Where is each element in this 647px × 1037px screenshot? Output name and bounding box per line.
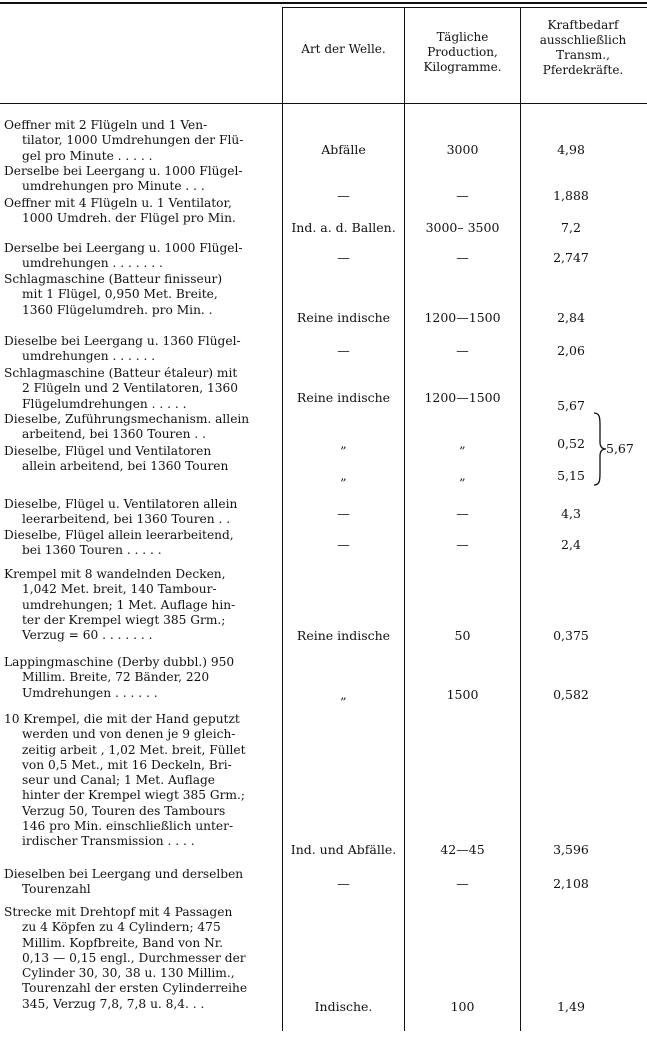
row-art: —	[337, 876, 350, 891]
description-line: Schlagmaschine (Batteur étaleur) mit	[4, 366, 238, 380]
description-line: mit 1 Flügel, 0,950 Met. Breite,	[22, 287, 218, 302]
header-production-line: Production,	[427, 45, 498, 59]
description-line: Oeffner mit 2 Flügeln und 1 Ven-	[4, 118, 208, 132]
description-line: werden und von denen je 9 gleich-	[22, 727, 236, 742]
row-power: 7,2	[561, 220, 581, 235]
row-art: „	[340, 468, 347, 483]
description-line: Derselbe bei Leergang u. 1000 Flügel-	[4, 164, 243, 178]
description-line: zu 4 Köpfen zu 4 Cylindern; 475	[22, 920, 221, 935]
row-power: 0,582	[553, 687, 589, 702]
description-line: ter der Krempel wiegt 385 Grm.;	[22, 612, 226, 627]
row-art: Ind. a. d. Ballen.	[291, 220, 396, 235]
row-art: „	[340, 436, 347, 451]
description-line: 1360 Flügelumdreh. pro Min. .	[22, 302, 213, 317]
row-art: Reine indische	[296, 310, 391, 325]
row-production: —	[456, 188, 469, 203]
brace-icon	[593, 412, 607, 486]
row-production: 1200—1500	[424, 390, 501, 405]
description-line: 146 pro Min. einschließlich unter-	[22, 819, 234, 834]
row-power: 0,375	[553, 628, 589, 643]
row-description	[4, 867, 276, 898]
row-description	[4, 712, 276, 850]
description-line: 0,13 — 0,15 engl., Durchmesser der	[22, 950, 246, 965]
row-power: 5,67	[557, 398, 585, 413]
row-power: 2,747	[553, 250, 589, 265]
description-line: Umdrehungen . . . . . .	[22, 685, 158, 700]
description-line: Dieselbe, Flügel und Ventilatoren	[4, 444, 212, 458]
description-line: hinter der Krempel wiegt 385 Grm.;	[22, 788, 245, 803]
row-description	[4, 905, 276, 1012]
row-production: —	[456, 537, 469, 552]
description-line: Dieselbe bei Leergang u. 1360 Flügel-	[4, 334, 241, 348]
header-kraftbedarf	[521, 18, 645, 78]
header-power-line: Kraftbedarf	[547, 18, 619, 32]
description-line: 345, Verzug 7,8, 7,8 u. 8,4. . .	[22, 996, 205, 1011]
header-power-line: ausschließlich	[539, 33, 627, 47]
row-art: Ind. und Abfälle.	[290, 842, 397, 857]
description-line: allein arbeitend, bei 1360 Touren	[22, 459, 229, 474]
description-line: Verzug 50, Touren des Tambours	[22, 803, 226, 818]
row-production: 1200—1500	[424, 310, 501, 325]
description-line: Millim. Kopfbreite, Band von Nr.	[22, 935, 224, 950]
top-rule	[0, 2, 647, 4]
description-line: von 0,5 Met., mit 16 Deckeln, Bri-	[22, 757, 232, 772]
header-rule	[0, 103, 647, 104]
row-power: 1,888	[553, 188, 589, 203]
description-line: Strecke mit Drehtopf mit 4 Passagen	[4, 905, 233, 919]
description-line: Dieselben bei Leergang und derselben	[4, 867, 244, 881]
header-art-der-welle	[283, 42, 404, 57]
row-production: 1500	[446, 687, 479, 702]
row-art: „	[340, 687, 347, 702]
header-production-line: Tägliche	[436, 30, 489, 44]
row-production: 3000– 3500	[425, 220, 500, 235]
description-line: bei 1360 Touren . . . . .	[22, 543, 162, 558]
row-power: 2,108	[553, 876, 589, 891]
description-line: umdrehungen . . . . . . .	[22, 256, 163, 271]
row-description	[4, 118, 276, 164]
description-line: Krempel mit 8 wandelnden Decken,	[4, 567, 226, 581]
description-line: arbeitend, bei 1360 Touren . .	[22, 427, 206, 442]
row-art: —	[337, 506, 350, 521]
description-line: umdrehungen pro Minute . . .	[22, 179, 205, 194]
description-line: Verzug = 60 . . . . . . .	[22, 628, 153, 643]
description-line: 2 Flügeln und 2 Ventilatoren, 1360	[22, 381, 239, 396]
row-production: —	[456, 506, 469, 521]
row-production: „	[459, 436, 466, 451]
description-line: Derselbe bei Leergang u. 1000 Flügel-	[4, 241, 243, 255]
row-art: Indische.	[314, 999, 373, 1014]
description-line: leerarbeitend, bei 1360 Touren . .	[22, 512, 231, 527]
row-description	[4, 655, 276, 701]
description-line: Cylinder 30, 30, 38 u. 130 Millim.,	[22, 966, 235, 981]
description-line: Schlagmaschine (Batteur finisseur)	[4, 272, 223, 286]
row-production: 3000	[446, 142, 479, 157]
row-art: Reine indische	[296, 390, 391, 405]
row-art: —	[337, 537, 350, 552]
header-art-line: Art der Welle.	[301, 42, 386, 56]
description-line: Dieselbe, Flügel u. Ventilatoren allein	[4, 497, 238, 511]
header-production	[405, 30, 520, 75]
row-power: 3,596	[553, 842, 589, 857]
description-line: Lappingmaschine (Derby dubbl.) 950	[4, 655, 235, 669]
row-description	[4, 497, 276, 528]
header-power-line: Pferdekräfte.	[542, 63, 624, 77]
row-description	[4, 196, 276, 227]
row-art: Reine indische	[296, 628, 391, 643]
row-description	[4, 241, 276, 272]
row-production: —	[456, 876, 469, 891]
description-line: Oeffner mit 4 Flügeln u. 1 Ventilator,	[4, 196, 232, 210]
description-line: umdrehungen; 1 Met. Auflage hin-	[22, 597, 236, 612]
row-production: 42—45	[440, 842, 485, 857]
description-line: umdrehungen . . . . . .	[22, 349, 156, 364]
row-description	[4, 567, 276, 643]
row-power: 2,06	[557, 343, 585, 358]
row-power: 1,49	[557, 999, 585, 1014]
row-description	[4, 272, 276, 318]
row-description	[4, 412, 276, 443]
description-line: tilator, 1000 Umdrehungen der Flü-	[22, 133, 244, 148]
description-line: zeitig arbeit , 1,02 Met. breit, Füllet	[22, 742, 246, 757]
row-art: —	[337, 343, 350, 358]
description-line: gel pro Minute . . . . .	[22, 148, 153, 163]
row-production: —	[456, 250, 469, 265]
row-production: —	[456, 343, 469, 358]
description-line: Tourenzahl der ersten Cylinderreihe	[22, 981, 248, 996]
row-power: 4,98	[557, 142, 585, 157]
description-line: Dieselbe, Zuführungsmechanism. allein	[4, 412, 250, 426]
description-line: 1,042 Met. breit, 140 Tambour-	[22, 582, 217, 597]
row-description	[4, 366, 276, 412]
row-description	[4, 334, 276, 365]
row-power: 5,15	[557, 468, 585, 483]
description-line: seur und Canal; 1 Met. Auflage	[22, 773, 216, 788]
row-art: —	[337, 188, 350, 203]
row-art: —	[337, 250, 350, 265]
top-rule-secondary	[282, 7, 647, 8]
row-power: 4,3	[561, 506, 581, 521]
description-line: Dieselbe, Flügel allein leerarbeitend,	[4, 528, 234, 542]
row-production: 100	[450, 999, 475, 1014]
header-power-line: Transm.,	[556, 48, 610, 62]
row-power: 2,84	[557, 310, 585, 325]
row-power: 2,4	[561, 537, 581, 552]
row-description	[4, 164, 276, 195]
row-production: „	[459, 468, 466, 483]
description-line: Tourenzahl	[22, 882, 91, 897]
description-line: Flügelumdrehungen . . . . .	[22, 396, 187, 411]
row-description	[4, 444, 276, 475]
row-description	[4, 528, 276, 559]
header-production-line: Kilogramme.	[423, 60, 502, 74]
row-art: Abfälle	[321, 142, 366, 157]
brace-total: 5,67	[606, 441, 634, 456]
row-power: 0,52	[557, 436, 585, 451]
description-line: Millim. Breite, 72 Bänder, 220	[22, 670, 210, 685]
description-line: 1000 Umdreh. der Flügel pro Min.	[22, 211, 236, 226]
description-line: irdischer Transmission . . . .	[22, 834, 195, 849]
row-production: 50	[454, 628, 471, 643]
description-line: 10 Krempel, die mit der Hand geputzt	[4, 712, 240, 726]
